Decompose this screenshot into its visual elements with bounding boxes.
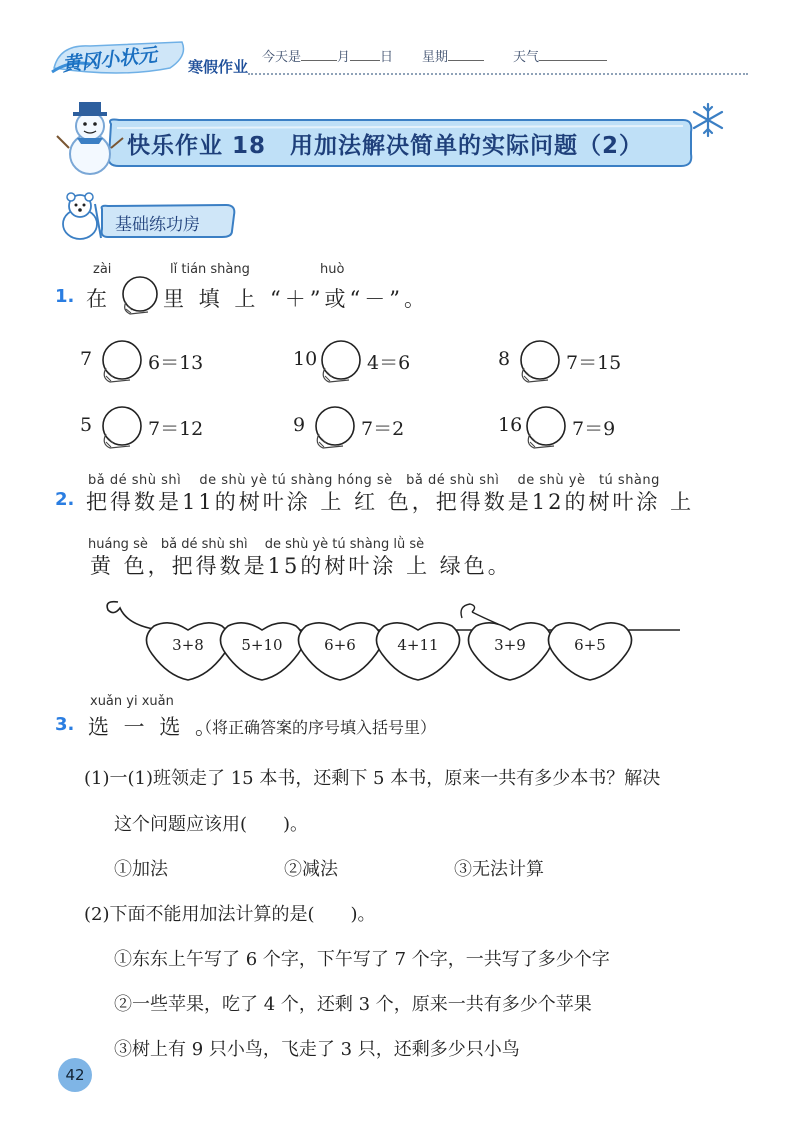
- q3-instruction: （将正确答案的序号填入括号里）: [196, 718, 437, 737]
- date-month-label: 月: [337, 50, 351, 65]
- q3-sub2-option-2[interactable]: ②一些苹果，吃了 4 个，还剩 3 个，原来一共有多少个苹果: [114, 994, 592, 1015]
- equation-right-side: 6＝13: [148, 352, 204, 374]
- q1-example-circle-icon: [118, 274, 160, 318]
- leaf-expression: 4+11: [397, 636, 439, 654]
- q1-pinyin-li-tian-shang: lǐ tián shàng: [170, 262, 250, 277]
- snowman-icon: [55, 98, 125, 176]
- leaf-expression: 6+5: [574, 636, 606, 654]
- q2-text-line1: 把得数是11的树叶涂 上 红 色，把得数是12的树叶涂 上: [86, 490, 695, 514]
- page-title: 快乐作业 18 用加法解决简单的实际问题（2）: [127, 133, 644, 159]
- leaf-expression: 6+6: [324, 636, 356, 654]
- equation-right-side: 7＝15: [566, 352, 622, 374]
- q1-text-rest: 里 填 上 “＋”或“－”。: [163, 287, 429, 311]
- date-day-blank[interactable]: [350, 48, 380, 61]
- leaf[interactable]: [298, 623, 381, 680]
- date-weather-line: [262, 46, 607, 65]
- leaf-expression: 3+9: [494, 636, 526, 654]
- leaves-layer: [146, 623, 631, 680]
- answer-circle-blank[interactable]: [309, 404, 357, 452]
- equation-right-side: 7＝12: [148, 418, 204, 440]
- equation-right-side: 4＝6: [367, 352, 411, 374]
- weekday-blank[interactable]: [448, 48, 484, 61]
- equation-right-side: 7＝9: [572, 418, 616, 440]
- equation-left-operand: 7: [80, 348, 93, 370]
- leaf[interactable]: [548, 623, 631, 680]
- q3-sub2-line1[interactable]: (2)下面不能用加法计算的是( )。: [84, 904, 376, 925]
- page-number: 42: [58, 1058, 92, 1092]
- leaf[interactable]: [220, 623, 303, 680]
- q3-sub1-line1: (1)一(1)班领走了 15 本书，还剩下 5 本书，原来一共有多少本书？解决: [84, 768, 661, 789]
- equation-left-operand: 9: [293, 414, 306, 436]
- section-title: 基础练功房: [115, 215, 200, 235]
- q2-vine-with-leaves: [100, 592, 690, 684]
- leaf[interactable]: [376, 623, 459, 680]
- brand-logo-text: 黄冈小状元: [61, 44, 159, 76]
- answer-circle-blank[interactable]: [514, 338, 562, 386]
- snowflake-icon: [690, 102, 726, 138]
- q2-text-line2: 黄 色，把得数是15的树叶涂 上 绿色。: [90, 554, 512, 578]
- weather-label: 天气: [512, 50, 539, 65]
- q2-pinyin-line1: bǎ dé shù shì de shù yè tú shàng hóng sè bǎ dé shù shì de shù yè tú shàng: [88, 473, 660, 488]
- equation-left-operand: 8: [498, 348, 511, 370]
- q2-pinyin-line2: huáng sè bǎ dé shù shì de shù yè tú shàng lǜ sè: [88, 537, 425, 552]
- leaf[interactable]: [468, 623, 551, 680]
- answer-circle-blank[interactable]: [520, 404, 568, 452]
- q1-pinyin-huo: huò: [320, 262, 345, 277]
- header-dotted-rule: [248, 73, 748, 75]
- q1-pinyin-zai: zài: [93, 262, 112, 277]
- date-today-label: 今天是: [262, 50, 302, 65]
- equation-right-side: 7＝2: [361, 418, 405, 440]
- q3-number: 3.: [55, 714, 75, 735]
- q2-number: 2.: [55, 489, 75, 510]
- answer-circle-blank[interactable]: [96, 404, 144, 452]
- weekday-label: 星期: [421, 50, 448, 65]
- weather-blank[interactable]: [539, 48, 607, 61]
- q3-sub1-option-1[interactable]: ①加法: [114, 859, 168, 880]
- answer-circle-blank[interactable]: [315, 338, 363, 386]
- q3-sub1-option-2[interactable]: ②减法: [284, 859, 338, 880]
- equation-left-operand: 10: [293, 348, 318, 370]
- q3-sub1-line2[interactable]: 这个问题应该用( )。: [114, 814, 309, 835]
- q1-number: 1.: [55, 286, 75, 307]
- q3-heading: 选 一 选 。: [88, 715, 221, 739]
- date-month-blank[interactable]: [301, 48, 337, 61]
- equation-left-operand: 16: [498, 414, 523, 436]
- equation-left-operand: 5: [80, 414, 93, 436]
- date-day-label: 日: [380, 50, 394, 65]
- leaf-expression: 5+10: [241, 636, 283, 654]
- q3-sub1-option-3[interactable]: ③无法计算: [454, 859, 544, 880]
- q3-sub2-option-3[interactable]: ③树上有 9 只小鸟，飞走了 3 只，还剩多少只小鸟: [114, 1039, 520, 1060]
- q1-text-zai: 在: [86, 287, 111, 311]
- answer-circle-blank[interactable]: [96, 338, 144, 386]
- leaf-expression: 3+8: [172, 636, 204, 654]
- q3-sub2-option-1[interactable]: ①东东上午写了 6 个字，下午写了 7 个字，一共写了多少个字: [114, 949, 610, 970]
- q3-pinyin: xuǎn yi xuǎn: [90, 694, 174, 709]
- workbook-subtitle: 寒假作业: [188, 58, 249, 76]
- leaf[interactable]: [146, 623, 229, 680]
